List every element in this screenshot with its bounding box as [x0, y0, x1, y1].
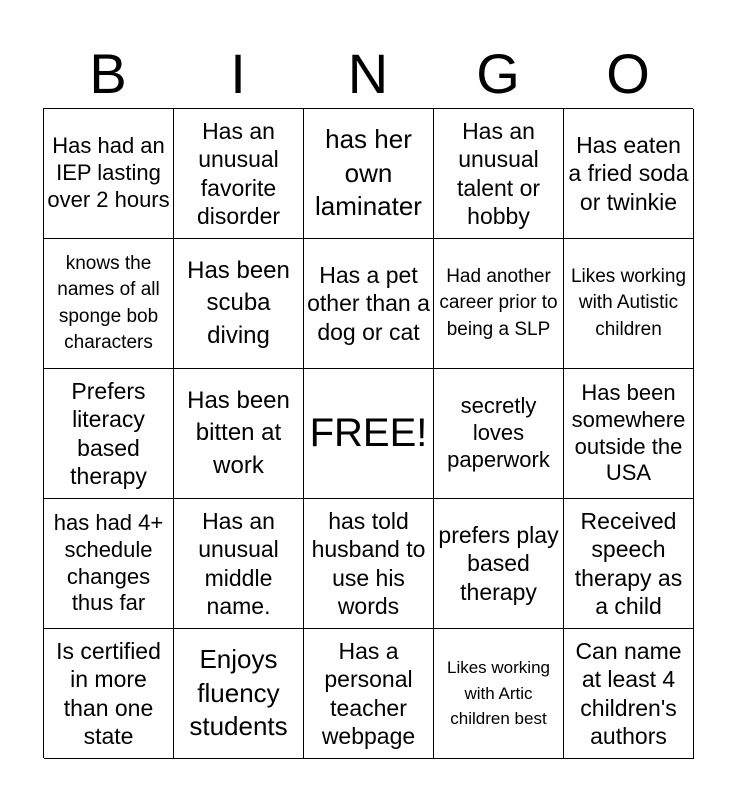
bingo-cell-free[interactable]	[304, 369, 434, 499]
cell-text: Has a pet other than a dog or cat	[307, 262, 430, 345]
header-letter-o: O	[606, 42, 650, 105]
bingo-header	[43, 40, 693, 108]
cell-text: Is certified in more than one state	[56, 638, 161, 749]
bingo-cell-b2[interactable]	[44, 239, 174, 369]
header-letter-n: N	[347, 42, 389, 105]
cell-text: has told husband to use his words	[311, 508, 426, 619]
header-letter-i: I	[230, 42, 246, 105]
bingo-cell-o1[interactable]	[564, 109, 694, 239]
bingo-cell-b1[interactable]	[44, 109, 174, 239]
bingo-cell-o4[interactable]	[564, 499, 694, 629]
cell-text: Has a personal teacher webpage	[321, 638, 416, 749]
bingo-cell-b4[interactable]	[44, 499, 174, 629]
bingo-cell-n2[interactable]	[304, 239, 434, 369]
bingo-cell-i4[interactable]	[174, 499, 304, 629]
bingo-cell-o3[interactable]	[564, 369, 694, 499]
bingo-cell-i1[interactable]	[174, 109, 304, 239]
cell-text: Likes working with Autistic children	[570, 266, 687, 340]
cell-text: has had 4+ schedule changes thus far	[53, 509, 164, 616]
bingo-cell-g1[interactable]	[434, 109, 564, 239]
bingo-cell-b5[interactable]	[44, 629, 174, 759]
bingo-cell-i5[interactable]	[174, 629, 304, 759]
bingo-cell-b3[interactable]	[44, 369, 174, 499]
bingo-cell-i2[interactable]	[174, 239, 304, 369]
bingo-board	[43, 108, 693, 758]
bingo-cell-o2[interactable]	[564, 239, 694, 369]
cell-text: Likes working with Artic children best	[447, 658, 550, 729]
bingo-cell-g2[interactable]	[434, 239, 564, 369]
cell-text: Has an unusual middle name.	[198, 508, 279, 619]
bingo-cell-o5[interactable]	[564, 629, 694, 759]
cell-text: Has been bitten at work	[187, 386, 290, 479]
header-letter-g: G	[476, 42, 520, 105]
cell-text: Received speech therapy as a child	[574, 508, 683, 619]
cell-text: Had another career prior to being a SLP	[439, 266, 558, 340]
cell-text: has her own laminater	[315, 123, 422, 222]
cell-text: prefers play based therapy	[438, 522, 559, 605]
cell-text: knows the names of all sponge bob characters	[57, 253, 160, 353]
free-space-text: FREE!	[309, 411, 428, 456]
cell-text: Has been somewhere outside the USA	[571, 379, 686, 486]
bingo-cell-g4[interactable]	[434, 499, 564, 629]
bingo-cell-n5[interactable]	[304, 629, 434, 759]
cell-text: Prefers literacy based therapy	[70, 378, 147, 489]
cell-text: Has been scuba diving	[187, 256, 290, 349]
bingo-cell-n4[interactable]	[304, 499, 434, 629]
bingo-cell-g3[interactable]	[434, 369, 564, 499]
cell-text: Has eaten a fried soda or twinkie	[568, 132, 689, 215]
cell-text: secretly loves paperwork	[447, 393, 550, 472]
cell-text: Has an unusual favorite disorder	[196, 118, 281, 229]
cell-text: Enjoys fluency students	[189, 643, 288, 742]
cell-text: Has an unusual talent or hobby	[456, 118, 541, 229]
cell-text: Can name at least 4 children's authors	[575, 638, 682, 749]
header-letter-b: B	[89, 42, 127, 105]
bingo-cell-g5[interactable]	[434, 629, 564, 759]
bingo-cell-n1[interactable]	[304, 109, 434, 239]
bingo-cell-i3[interactable]	[174, 369, 304, 499]
cell-text: Has had an IEP lasting over 2 hours	[47, 133, 170, 212]
